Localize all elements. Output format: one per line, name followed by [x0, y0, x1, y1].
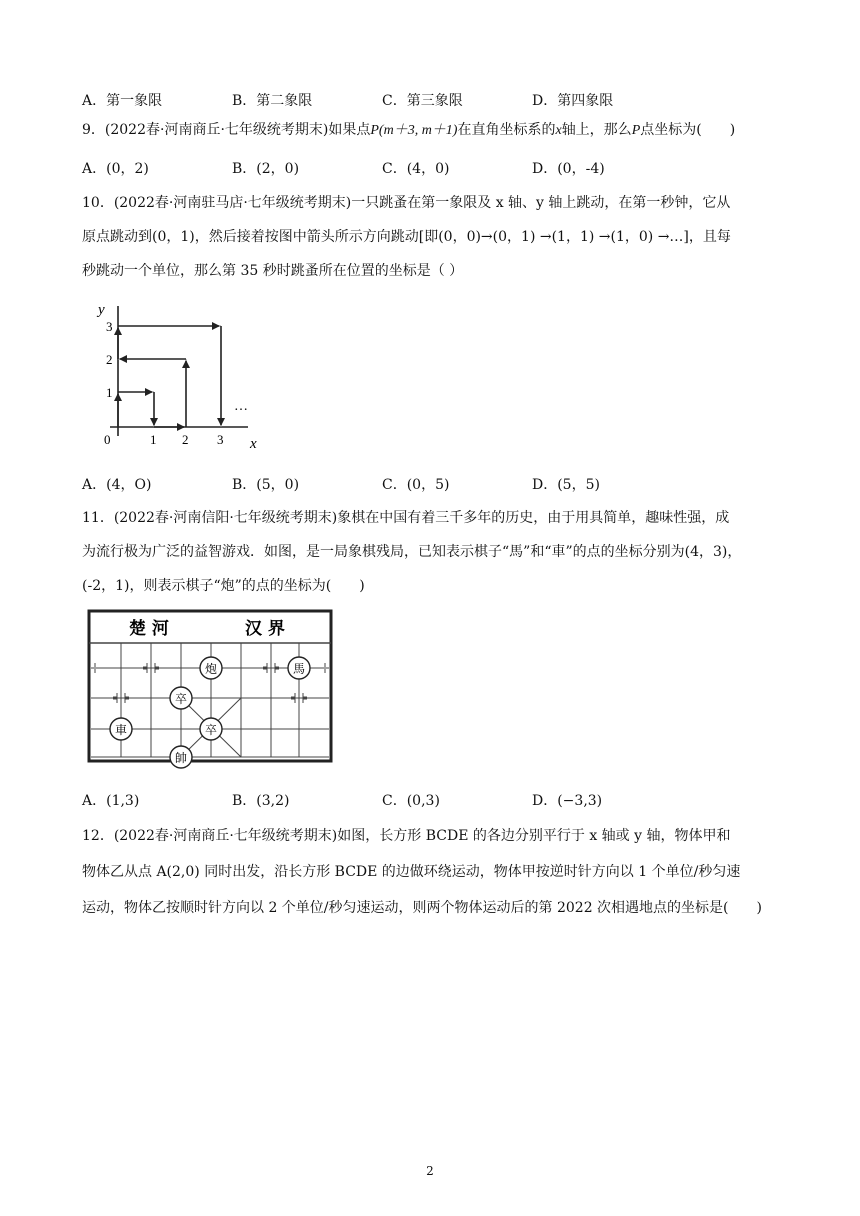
q10-line-3: 秒跳动一个单位，那么第 35 秒时跳蚤所在位置的坐标是（ ） [82, 263, 464, 279]
q10-option-a: A．(4，O) [82, 477, 152, 493]
q9-point2: P [631, 123, 641, 138]
q11-option-b: B．(3,2) [232, 793, 290, 809]
q9-middle: 在直角坐标系的 [457, 122, 556, 138]
tick-y-3: 3 [106, 319, 113, 334]
river-right-text: 汉 界 [245, 619, 285, 639]
q9-option-b: B．(2，0) [232, 161, 300, 177]
tick-x-3: 3 [217, 432, 224, 447]
q8-option-b: B．第二象限 [232, 93, 313, 109]
q9-suffix: 轴上，那么 [561, 122, 632, 138]
q11-option-d: D．(−3,3) [532, 793, 603, 809]
tick-x-1: 1 [150, 432, 157, 447]
q9-prefix: 9．(2022春·河南商丘·七年级统考期末)如果点 [82, 122, 371, 138]
q10-option-b: B．(5，0) [232, 477, 300, 493]
tick-x-2: 2 [182, 432, 189, 447]
piece-zu-1: 卒 [174, 692, 188, 706]
q9-stem [82, 120, 735, 141]
piece-ma: 馬 [292, 662, 306, 676]
q10-figure-flea-path [88, 296, 278, 456]
piece-zu-2: 卒 [204, 723, 218, 737]
ellipsis: … [234, 399, 248, 414]
q9-option-d: D．(0，-4) [532, 161, 605, 177]
q9-option-c: C．(4，0) [382, 161, 450, 177]
page-number: 2 [426, 1164, 434, 1178]
q11-line-3: (-2，1)，则表示棋子“炮”的点的坐标为( ) [82, 578, 365, 594]
piece-pao: 炮 [204, 662, 218, 676]
q10-option-c: C．(0，5) [382, 477, 450, 493]
y-axis-label: y [98, 302, 105, 318]
q8-option-c: C．第三象限 [382, 93, 463, 109]
q12-line-2: 物体乙从点 A(2,0) 同时出发，沿长方形 BCDE 的边做环绕运动，物体甲按逆时针方向以 1 个单位/秒匀速 [82, 864, 741, 880]
q9-tail: 点坐标为( ) [640, 122, 736, 138]
tick-y-1: 1 [106, 385, 113, 400]
q9-point: P [370, 123, 379, 138]
q10-option-d: D．(5，5) [532, 477, 600, 493]
q10-line-1: 10．(2022春·河南驻马店·七年级统考期末)一只跳蚤在第一象限及 x 轴、y 轴上跳动，在第一秒钟，它从 [82, 195, 731, 211]
q8-option-d: D．第四象限 [532, 93, 614, 109]
river-left-text: 楚 河 [129, 619, 169, 639]
q9-coords: (m＋3, m＋1) [378, 123, 458, 138]
q11-line-2: 为流行极为广泛的益智游戏．如图，是一局象棋残局，已知表示棋子“馬”和“車”的点的坐标分别为(4，3)， [82, 544, 742, 560]
q12-line-1: 12．(2022春·河南商丘·七年级统考期末)如图，长方形 BCDE 的各边分别平行于 x 轴或 y 轴，物体甲和 [82, 828, 731, 844]
q9-option-a: A．(0，2) [82, 161, 149, 177]
piece-ju: 車 [114, 723, 128, 737]
q11-option-a: A．(1,3) [82, 793, 140, 809]
tick-y-2: 2 [106, 352, 113, 367]
q8-option-a: A．第一象限 [82, 93, 163, 109]
piece-shuai: 帥 [174, 751, 188, 765]
tick-x-0: 0 [104, 432, 111, 447]
q12-line-3: 运动，物体乙按顺时针方向以 2 个单位/秒匀速运动，则两个物体运动后的第 2022 次相遇地点的坐标是( ) [82, 900, 762, 916]
q10-line-2: 原点跳动到(0，1)，然后接着按图中箭头所示方向跳动[即(0，0)→(0，1) →(1，1) →(1，0) →…]，且每 [82, 229, 731, 245]
q11-line-1: 11．(2022春·河南信阳·七年级统考期末)象棋在中国有着三千多年的历史，由于用具简单，趣味性强，成 [82, 510, 730, 526]
x-axis-label: x [250, 436, 257, 452]
q11-figure-chess-board [85, 608, 335, 770]
q9-axis: x [555, 123, 562, 138]
q11-option-c: C．(0,3) [382, 793, 440, 809]
